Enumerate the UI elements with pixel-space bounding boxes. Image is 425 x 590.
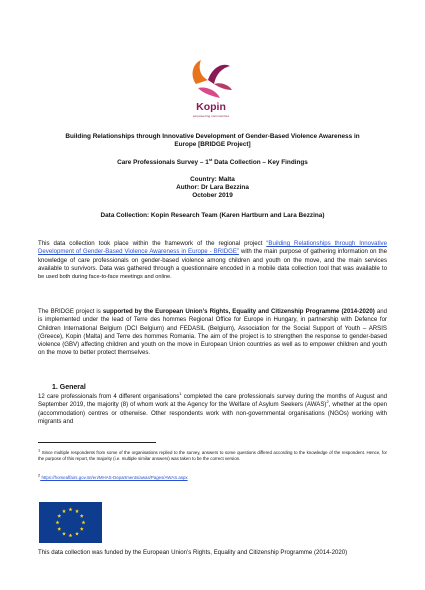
bridge-project-link[interactable]: “Building Relationships through Innovative Development of Gender-Based Violence Awareness in Europe - BRIDGE” <box>38 240 387 256</box>
eu-star-icon <box>75 532 79 536</box>
general-paragraph: 12 care professionals from 4 different organisations$^1$ completed the care professionals survey during the months of August and September 2019, the majority (8) of whom work at the Agency for the Welfare of Asylum Seekers (AWAS)$^2$, whether at the open (accommodation) centres or otherwise. Other respondents work with non-governmental organisations (NGOs) working with migrants and <box>38 390 387 425</box>
eu-stars <box>39 502 102 543</box>
eu-star-icon <box>57 527 61 531</box>
kopin-logo <box>186 54 236 120</box>
date-line: October 2019 <box>192 192 233 199</box>
document-title: Building Relationships through Innovative Development of Gender-Based Violence Awareness in Europe [BRIDGE Project] <box>65 133 360 149</box>
eu-star-icon <box>82 520 86 524</box>
data-collection-line: Data Collection: Kopin Research Team (Karen Hartburn and Lara Bezzina) <box>100 212 325 219</box>
awas-link[interactable]: https://homeaffairs.gov.mt/en/MHAS-Departments/awas/Pages/AWAS.aspx <box>40 475 188 480</box>
eu-star-icon <box>75 509 79 513</box>
eu-star-icon <box>62 532 66 536</box>
logo-name: Kopin <box>196 101 226 113</box>
kopin-logo-mark <box>186 54 236 102</box>
logo-tagline: empowering communities <box>192 114 230 118</box>
eu-star-icon <box>56 520 60 524</box>
eu-star-icon <box>80 527 84 531</box>
section-heading-general: 1. General <box>52 384 86 391</box>
eu-star-icon <box>80 514 84 518</box>
document-subtitle: Care Professionals Survey – 1st Data Collection – Key Findings <box>117 156 308 166</box>
bridge-paragraph: The BRIDGE project is supported by the European Union’s Rights, Equality and Citizenship Programme (2014-2020) and is implemented under the lead of Terre des hommes Regional Office for Europe in Hungary, in partnership with Defence for Children International Belgium (DCI Belgium) and FEDASIL (Belgium), Association for the Social Support of Youth – ARSIS (Greece), Kopin (Malta) and Terre des hommes Romania. The aim of the project is to strengthen the response to gender-based violence (GBV) affecting children and youth on the move in European Union countries as well as to empower children and youth on the move to better protect themselves. <box>38 308 387 357</box>
eu-star-icon <box>62 509 66 513</box>
funding-statement: This data collection was funded by the European Union’s Rights, Equality and Citizenship Programme (2014-2020) <box>38 549 348 556</box>
footnote-2: $^2$ https://homeaffairs.gov.mt/en/MHAS-Departments/awas/Pages/AWAS.aspx <box>38 472 188 480</box>
eu-star-icon <box>57 514 61 518</box>
eu-flag-icon <box>39 502 102 543</box>
author-line: Author: Dr Lara Bezzina <box>176 184 249 191</box>
footnote-divider <box>38 442 156 443</box>
footnote-1: $^1$ Since multiple respondents from some of the organisations replied to the survey, answers to some questions differed according to the knowledge of the respondent. Hence, for the purpose of this report, the majority (i.e. multiple similar answers) was taken to be the correct version. <box>38 447 387 461</box>
eu-star-icon <box>69 507 73 511</box>
country-line: Country: Malta <box>190 176 235 183</box>
intro-paragraph: This data collection took place within the framework of the regional project “Building Relationships through Innovative Development of Gender-Based Violence Awareness in Europe - BRIDGE” with the main purpose of gathering information on the knowledge of care professionals on gender-based violence among children and youth on the move, and the main services available to survivors. Data was gathered through a questionnaire encoded in a mobile data collection tool that was available to be used both during face-to-face meetings and online. <box>38 240 387 280</box>
eu-star-icon <box>69 533 73 537</box>
